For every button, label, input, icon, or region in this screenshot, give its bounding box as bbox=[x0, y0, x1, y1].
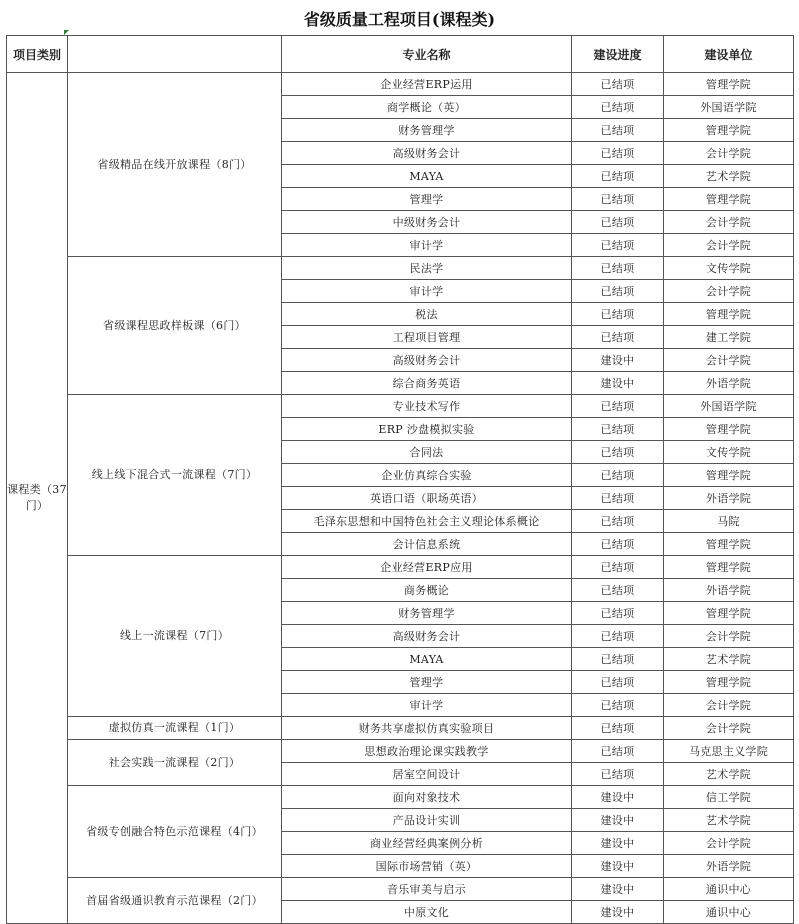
unit-cell: 通识中心 bbox=[664, 901, 794, 924]
progress-cell: 建设中 bbox=[572, 878, 664, 901]
major-cell: 企业仿真综合实验 bbox=[282, 464, 572, 487]
subcategory-cell: 线上线下混合式一流课程（7门） bbox=[68, 395, 282, 556]
unit-cell: 艺术学院 bbox=[664, 763, 794, 786]
major-cell: 商务概论 bbox=[282, 579, 572, 602]
major-cell: 财务共享虚拟仿真实验项目 bbox=[282, 717, 572, 740]
progress-cell: 已结项 bbox=[572, 487, 664, 510]
unit-cell: 信工学院 bbox=[664, 786, 794, 809]
major-cell: 民法学 bbox=[282, 257, 572, 280]
unit-cell: 外语学院 bbox=[664, 579, 794, 602]
table-row bbox=[7, 740, 794, 763]
unit-cell: 管理学院 bbox=[664, 533, 794, 556]
table-row bbox=[7, 257, 794, 280]
progress-cell: 已结项 bbox=[572, 717, 664, 740]
major-cell: MAYA bbox=[282, 165, 572, 188]
progress-cell: 已结项 bbox=[572, 648, 664, 671]
major-cell: 高级财务会计 bbox=[282, 625, 572, 648]
major-cell: 工程项目管理 bbox=[282, 326, 572, 349]
progress-cell: 已结项 bbox=[572, 142, 664, 165]
progress-cell: 已结项 bbox=[572, 188, 664, 211]
unit-cell: 通识中心 bbox=[664, 878, 794, 901]
unit-cell: 艺术学院 bbox=[664, 165, 794, 188]
unit-cell: 艺术学院 bbox=[664, 809, 794, 832]
progress-cell: 已结项 bbox=[572, 533, 664, 556]
unit-cell: 建工学院 bbox=[664, 326, 794, 349]
major-cell: 财务管理学 bbox=[282, 602, 572, 625]
table-row bbox=[7, 717, 794, 740]
header-subcategory bbox=[68, 36, 282, 73]
unit-cell: 会计学院 bbox=[664, 280, 794, 303]
progress-cell: 建设中 bbox=[572, 372, 664, 395]
progress-cell: 已结项 bbox=[572, 96, 664, 119]
major-cell: 思想政治理论课实践教学 bbox=[282, 740, 572, 763]
major-cell: 产品设计实训 bbox=[282, 809, 572, 832]
major-cell: 专业技术写作 bbox=[282, 395, 572, 418]
unit-cell: 管理学院 bbox=[664, 671, 794, 694]
progress-cell: 已结项 bbox=[572, 763, 664, 786]
unit-cell: 管理学院 bbox=[664, 303, 794, 326]
progress-cell: 已结项 bbox=[572, 510, 664, 533]
major-cell: 国际市场营销（英） bbox=[282, 855, 572, 878]
progress-cell: 已结项 bbox=[572, 257, 664, 280]
unit-cell: 管理学院 bbox=[664, 188, 794, 211]
major-cell: 税法 bbox=[282, 303, 572, 326]
major-cell: 审计学 bbox=[282, 694, 572, 717]
progress-cell: 建设中 bbox=[572, 832, 664, 855]
unit-cell: 会计学院 bbox=[664, 234, 794, 257]
unit-cell: 管理学院 bbox=[664, 556, 794, 579]
progress-cell: 已结项 bbox=[572, 694, 664, 717]
unit-cell: 会计学院 bbox=[664, 211, 794, 234]
progress-cell: 建设中 bbox=[572, 349, 664, 372]
subcategory-cell: 虚拟仿真一流课程（1门） bbox=[68, 717, 282, 740]
major-cell: 商业经营经典案例分析 bbox=[282, 832, 572, 855]
progress-cell: 建设中 bbox=[572, 809, 664, 832]
major-cell: 中原文化 bbox=[282, 901, 572, 924]
unit-cell: 外语学院 bbox=[664, 855, 794, 878]
progress-cell: 已结项 bbox=[572, 395, 664, 418]
unit-cell: 会计学院 bbox=[664, 349, 794, 372]
unit-cell: 管理学院 bbox=[664, 73, 794, 96]
major-cell: 居室空间设计 bbox=[282, 763, 572, 786]
subcategory-cell: 省级精品在线开放课程（8门） bbox=[68, 73, 282, 257]
table-row bbox=[7, 786, 794, 809]
subcategory-cell: 线上一流课程（7门） bbox=[68, 556, 282, 717]
major-cell: 财务管理学 bbox=[282, 119, 572, 142]
progress-cell: 建设中 bbox=[572, 786, 664, 809]
major-cell: 审计学 bbox=[282, 280, 572, 303]
major-cell: 企业经营ERP运用 bbox=[282, 73, 572, 96]
progress-cell: 已结项 bbox=[572, 579, 664, 602]
table-row bbox=[7, 73, 794, 96]
unit-cell: 文传学院 bbox=[664, 257, 794, 280]
table-row bbox=[7, 556, 794, 579]
unit-cell: 马院 bbox=[664, 510, 794, 533]
major-cell: ERP 沙盘模拟实验 bbox=[282, 418, 572, 441]
major-cell: 中级财务会计 bbox=[282, 211, 572, 234]
progress-cell: 已结项 bbox=[572, 464, 664, 487]
major-cell: 毛泽东思想和中国特色社会主义理论体系概论 bbox=[282, 510, 572, 533]
header-progress: 建设进度 bbox=[572, 36, 664, 73]
unit-cell: 艺术学院 bbox=[664, 648, 794, 671]
unit-cell: 管理学院 bbox=[664, 602, 794, 625]
major-cell: MAYA bbox=[282, 648, 572, 671]
subcategory-cell: 社会实践一流课程（2门） bbox=[68, 740, 282, 786]
progress-cell: 已结项 bbox=[572, 165, 664, 188]
unit-cell: 会计学院 bbox=[664, 717, 794, 740]
unit-cell: 会计学院 bbox=[664, 625, 794, 648]
progress-cell: 已结项 bbox=[572, 326, 664, 349]
major-cell: 管理学 bbox=[282, 671, 572, 694]
unit-cell: 会计学院 bbox=[664, 832, 794, 855]
major-cell: 综合商务英语 bbox=[282, 372, 572, 395]
major-cell: 英语口语（职场英语） bbox=[282, 487, 572, 510]
unit-cell: 管理学院 bbox=[664, 418, 794, 441]
major-cell: 高级财务会计 bbox=[282, 142, 572, 165]
table-row bbox=[7, 395, 794, 418]
progress-cell: 已结项 bbox=[572, 740, 664, 763]
header-major: 专业名称 bbox=[282, 36, 572, 73]
progress-cell: 已结项 bbox=[572, 211, 664, 234]
category-cell: 课程类（37门） bbox=[7, 73, 68, 924]
progress-cell: 已结项 bbox=[572, 418, 664, 441]
major-cell: 管理学 bbox=[282, 188, 572, 211]
major-cell: 合同法 bbox=[282, 441, 572, 464]
progress-cell: 已结项 bbox=[572, 441, 664, 464]
course-table bbox=[6, 35, 794, 924]
unit-cell: 文传学院 bbox=[664, 441, 794, 464]
unit-cell: 马克思主义学院 bbox=[664, 740, 794, 763]
progress-cell: 建设中 bbox=[572, 901, 664, 924]
progress-cell: 已结项 bbox=[572, 234, 664, 257]
major-cell: 会计信息系统 bbox=[282, 533, 572, 556]
subcategory-cell: 省级专创融合特色示范课程（4门） bbox=[68, 786, 282, 878]
major-cell: 高级财务会计 bbox=[282, 349, 572, 372]
header-category: 项目类别 bbox=[7, 36, 68, 73]
unit-cell: 会计学院 bbox=[664, 694, 794, 717]
major-cell: 审计学 bbox=[282, 234, 572, 257]
subcategory-cell: 省级课程思政样板课（6门） bbox=[68, 257, 282, 395]
progress-cell: 已结项 bbox=[572, 73, 664, 96]
unit-cell: 外国语学院 bbox=[664, 96, 794, 119]
table-row bbox=[7, 878, 794, 901]
page-title: 省级质量工程项目(课程类) bbox=[303, 10, 496, 29]
header-unit: 建设单位 bbox=[664, 36, 794, 73]
major-cell: 企业经营ERP应用 bbox=[282, 556, 572, 579]
progress-cell: 已结项 bbox=[572, 119, 664, 142]
unit-cell: 外国语学院 bbox=[664, 395, 794, 418]
progress-cell: 已结项 bbox=[572, 625, 664, 648]
unit-cell: 会计学院 bbox=[664, 142, 794, 165]
document-page bbox=[6, 4, 793, 924]
progress-cell: 已结项 bbox=[572, 602, 664, 625]
progress-cell: 已结项 bbox=[572, 556, 664, 579]
progress-cell: 建设中 bbox=[572, 855, 664, 878]
progress-cell: 已结项 bbox=[572, 671, 664, 694]
progress-cell: 已结项 bbox=[572, 303, 664, 326]
cell-marker bbox=[64, 30, 69, 35]
subcategory-cell: 首届省级通识教育示范课程（2门） bbox=[68, 878, 282, 924]
major-cell: 音乐审美与启示 bbox=[282, 878, 572, 901]
table-body bbox=[7, 73, 794, 924]
progress-cell: 已结项 bbox=[572, 280, 664, 303]
unit-cell: 管理学院 bbox=[664, 119, 794, 142]
unit-cell: 外语学院 bbox=[664, 487, 794, 510]
major-cell: 面向对象技术 bbox=[282, 786, 572, 809]
major-cell: 商学概论（英） bbox=[282, 96, 572, 119]
unit-cell: 管理学院 bbox=[664, 464, 794, 487]
header-row bbox=[7, 36, 794, 73]
unit-cell: 外语学院 bbox=[664, 372, 794, 395]
